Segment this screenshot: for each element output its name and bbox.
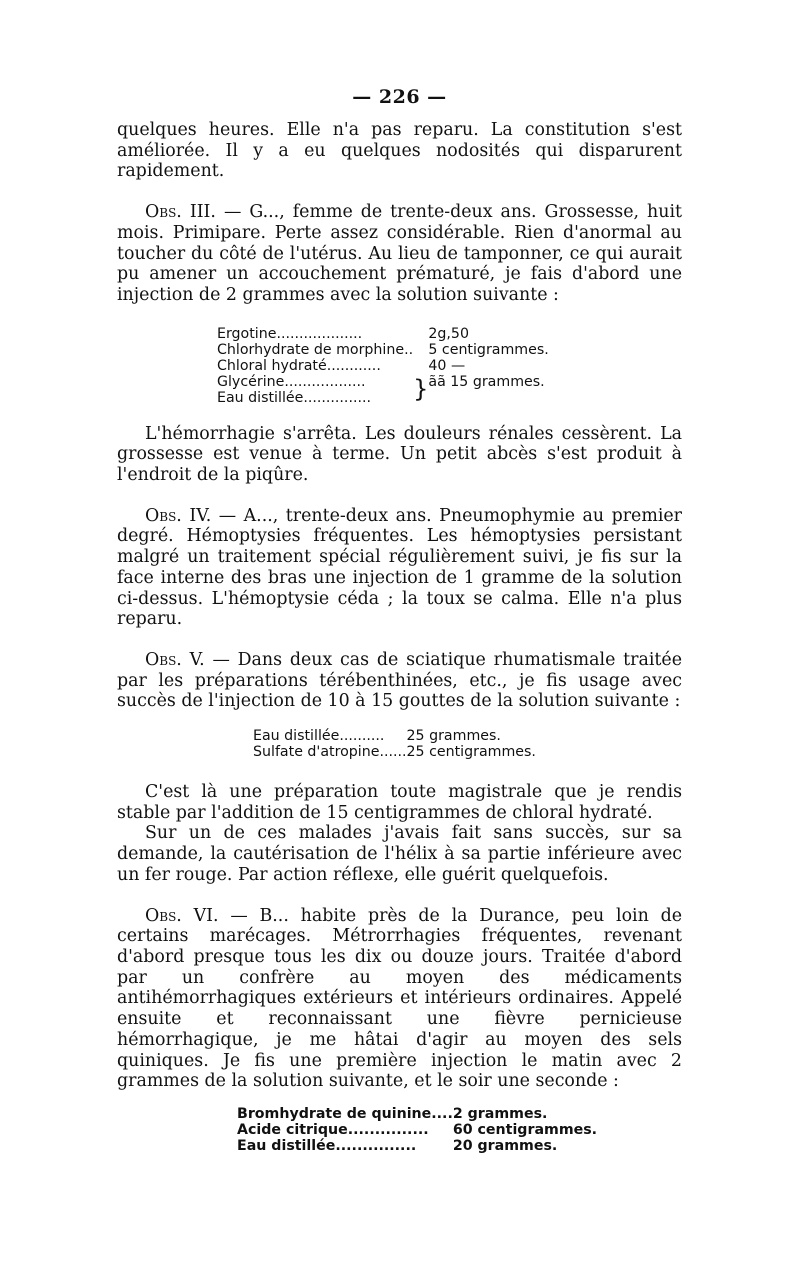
observation-6-label: Obs. VI. [145, 905, 219, 926]
observation-3-label: Obs. III. [145, 202, 216, 223]
recipe-1-qty: 5 centigrammes. [428, 341, 549, 358]
recipe-1-row [217, 326, 549, 342]
recipe-2-item: Eau distillée.......... [253, 728, 385, 745]
recipe-3-qty: 60 centigrammes. [452, 1121, 598, 1138]
recipe-2-row [253, 728, 536, 744]
paragraph-result-1: L'hémorrhagie s'arrêta. Les douleurs rénales cessèrent. La grossesse est venue à terme. Un petit abcès s'est produit à l'endroit de la piqûre. [117, 423, 682, 486]
recipe-2 [253, 728, 536, 760]
recipe-2-qty: 25 centigrammes. [406, 744, 536, 761]
recipe-1-row [217, 374, 549, 390]
recipe-1-row [217, 358, 549, 374]
brace-symbol: } [413, 374, 429, 403]
recipe-3 [237, 1106, 597, 1154]
recipe-2-row [253, 744, 536, 760]
recipe-3-qty: 20 grammes. [452, 1137, 558, 1154]
recipe-1-item: Chlorhydrate de morphine.. [217, 341, 414, 358]
recipe-1-row [217, 342, 549, 358]
recipe-3-row [237, 1122, 597, 1138]
observation-5-text: — Dans deux cas de sciatique rhumatismale traitée par les préparations térébenthinées, etc., je fis usage avec succès de l'injection de 10 à 15 gouttes de la solution suivante : [117, 649, 682, 712]
recipe-3-row [237, 1138, 597, 1154]
observation-4 [117, 506, 682, 630]
recipe-3-item: Acide citrique............... [237, 1121, 429, 1138]
observation-3 [117, 202, 682, 306]
observation-5 [117, 650, 682, 712]
observation-4-text: — A..., trente-deux ans. Pneumophymie au premier degré. Hémoptysies fréquentes. Les hémoptysies persistant malgré un traitement spécial régulièrement suivi, je fis sur la face interne des bras une injection de 1 gramme de la solution ci-dessus. L'hémoptysie céda ; la toux se calma. Elle n'a plus reparu. [117, 505, 682, 630]
book-page [117, 86, 682, 1154]
page-number: — 226 — [352, 86, 447, 108]
recipe-3-item: Bromhydrate de quinine.... [237, 1105, 453, 1122]
paragraph-cauterization: Sur un de ces malades j'avais fait sans succès, sur sa demande, la cautérisation de l'hélix à sa partie inférieure avec un fer rouge. Par action réflexe, elle guérit quelquefois. [117, 823, 682, 885]
recipe-1-item: Glycérine.................. [217, 373, 366, 390]
recipe-1-item: Eau distillée............... [217, 389, 371, 406]
recipe-1-qty: 40 — [428, 357, 466, 374]
recipe-2-qty: 25 grammes. [406, 728, 501, 745]
recipe-1 [217, 326, 549, 406]
recipe-3-qty: 2 grammes. [452, 1105, 548, 1122]
observation-5-label: Obs. V. [145, 649, 205, 670]
observation-6 [117, 906, 682, 1092]
recipe-1-item: Chloral hydraté............ [217, 357, 381, 374]
recipe-3-row [237, 1106, 597, 1122]
paragraph-stabilization: C'est là une préparation toute magistrale que je rendis stable par l'addition de 15 centigrammes de chloral hydraté. [117, 782, 682, 823]
recipe-1-qty-merged: ãã 15 grammes. [428, 373, 545, 390]
observation-6-text: — B... habite près de la Durance, peu loin de certains marécages. Métrorrhagies fréquentes, revenant d'abord presque tous les dix ou douze jours. Traitée d'abord par un confrère au moyen des médicaments antihémorrhagiques extérieurs et intérieurs ordinaires. Appelé ensuite et reconnaissant une fièvre pernicieuse hémorrhagique, je me hâtai d'agir au moyen des sels quiniques. Je fis une première injection le matin avec 2 grammes de la solution suivante, et le soir une seconde : [117, 905, 682, 1092]
recipe-3-item: Eau distillée............... [237, 1137, 417, 1154]
recipe-1-item: Ergotine................... [217, 325, 363, 342]
observation-4-label: Obs. IV. [145, 505, 212, 526]
recipe-2-item: Sulfate d'atropine...... [253, 744, 407, 761]
recipe-1-qty: 2g,50 [428, 325, 469, 342]
observation-3-text: — G..., femme de trente-deux ans. Grossesse, huit mois. Primipare. Perte assez considérable. Rien d'anormal au toucher du côté de l'utérus. Au lieu de tamponner, ce qui aurait pu amener un accouchement prématuré, je fais d'abord une injection de 2 grammes avec la solution suivante : [117, 202, 682, 305]
paragraph-continuation: quelques heures. Elle n'a pas reparu. La constitution s'est améliorée. Il y a eu quelques nodosités qui disparurent rapidement. [117, 120, 682, 182]
